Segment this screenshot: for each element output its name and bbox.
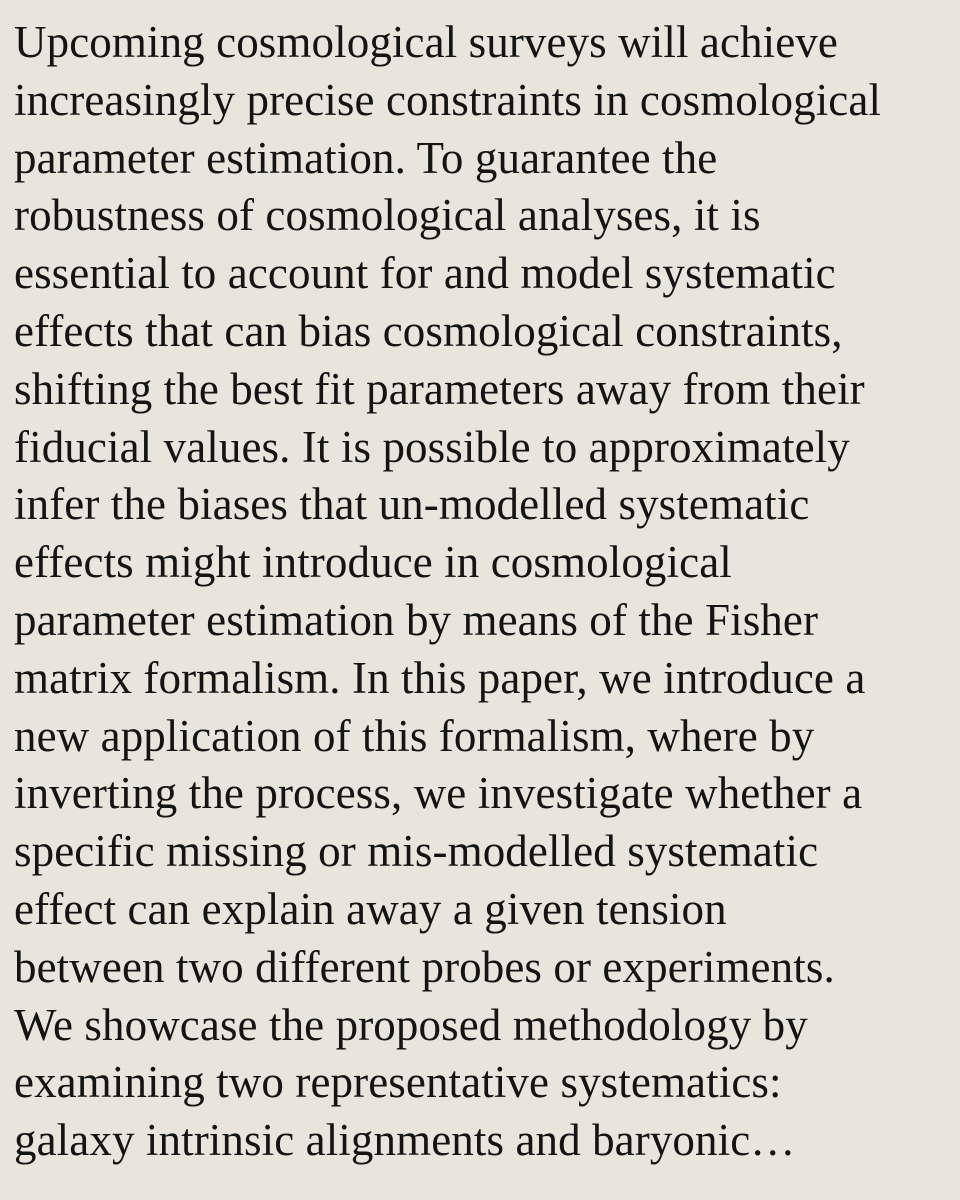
text-line: fiducial values. It is possible to approximately — [14, 421, 850, 472]
text-line: infer the biases that un-modelled systematic — [14, 479, 810, 530]
text-line: shifting the best fit parameters away from their — [14, 363, 865, 414]
text-line: matrix formalism. In this paper, we introduce a — [14, 652, 866, 703]
text-line: examining two representative systematics: — [14, 1057, 782, 1108]
text-line: inverting the process, we investigate whether a — [14, 768, 863, 819]
text-line: effects might introduce in cosmological — [14, 537, 732, 588]
text-line: new application of this formalism, where by — [14, 710, 815, 761]
text-line: galaxy intrinsic alignments and baryonic… — [14, 1115, 796, 1166]
text-line: between two different probes or experiments. — [14, 941, 835, 992]
text-line: robustness of cosmological analyses, it is — [14, 190, 761, 241]
text-line: parameter estimation by means of the Fisher — [14, 594, 819, 645]
text-line: effects that can bias cosmological constraints, — [14, 305, 843, 356]
text-line: essential to account for and model systematic — [14, 248, 836, 299]
text-line: effect can explain away a given tension — [14, 883, 727, 934]
text-line: Upcoming cosmological surveys will achieve — [14, 17, 838, 67]
text-line: increasingly precise constraints in cosmological — [14, 74, 882, 125]
text-line: We showcase the proposed methodology by — [14, 999, 808, 1050]
text-line: parameter estimation. To guarantee the — [14, 132, 718, 183]
text-line: specific missing or mis-modelled systematic — [14, 826, 819, 877]
